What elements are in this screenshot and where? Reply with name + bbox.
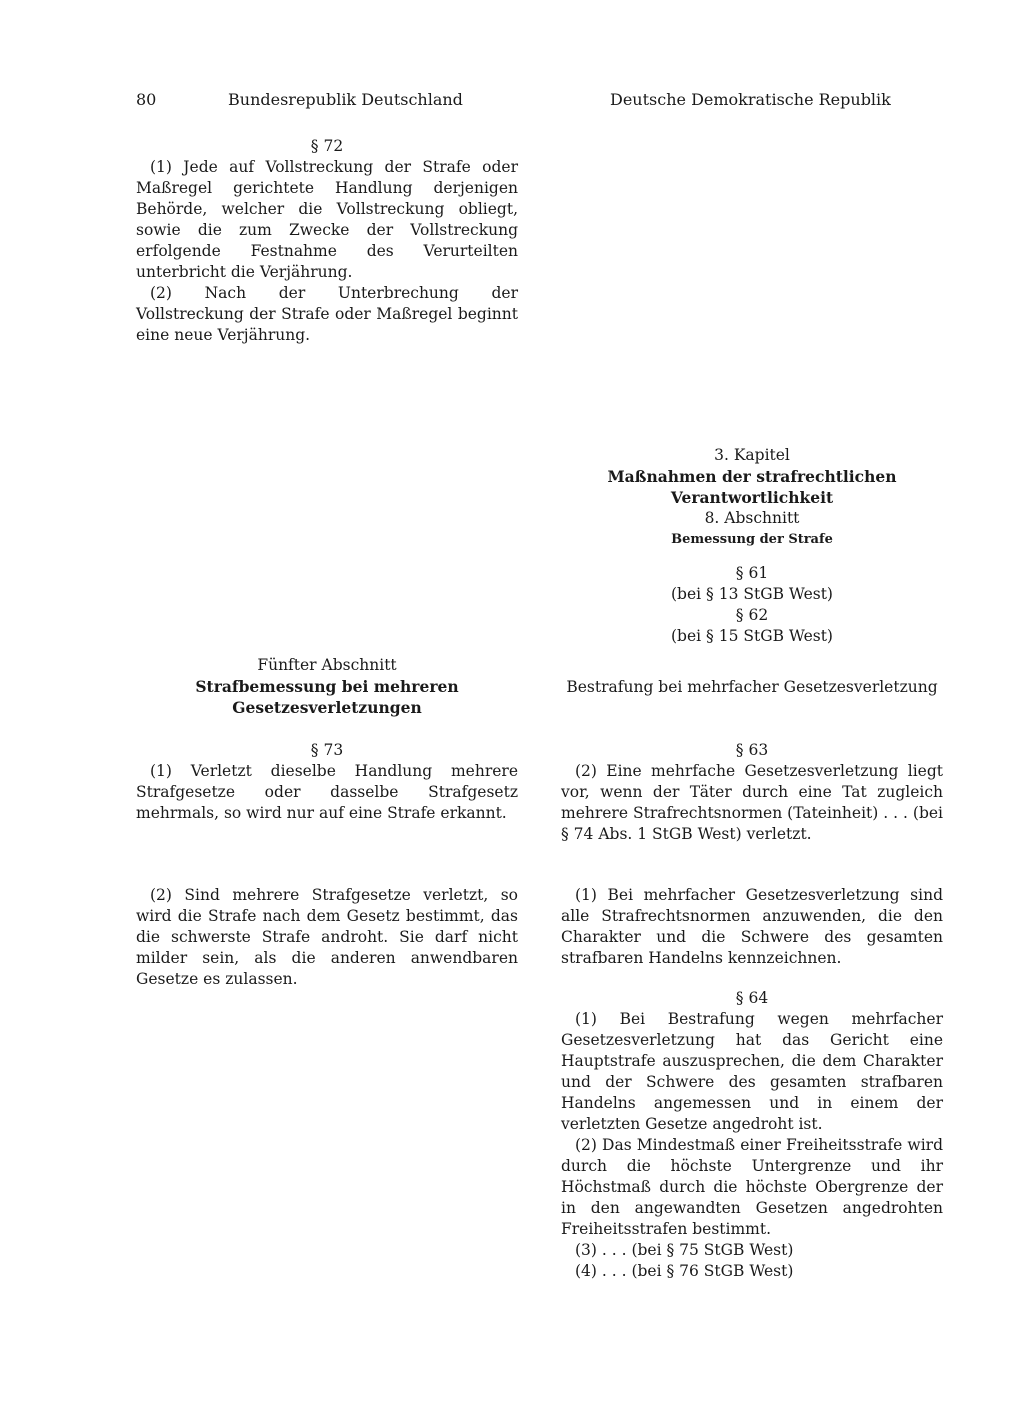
section-73-para-1: (1) Verletzt dieselbe Handlung mehrere Strafgesetze oder dasselbe Strafgesetz mehrmals, so wird nur auf eine Strafe erkannt. xyxy=(136,762,518,822)
section-63-part-1 xyxy=(561,885,943,969)
section-73-heading: § 73 xyxy=(310,741,344,759)
page-number: 80 xyxy=(136,90,157,109)
section-63-para-2: (2) Eine mehrfache Gesetzesverletzung liegt vor, wenn der Täter durch eine Tat zugleich mehrere Strafrechtsnormen (Tateinheit) . . . (bei § 74 Abs. 1 StGB West) verletzt. xyxy=(561,762,943,843)
chapter-section-title: Bemessung der Strafe xyxy=(671,532,833,547)
section-73-para-2: (2) Sind mehrere Strafgesetze verletzt, so wird die Strafe nach dem Gesetz bestimmt, das die schwerste Strafe androht. Sie darf nicht milder sein, als die anderen anwendbaren Gesetze es zulassen. xyxy=(136,886,518,988)
section-64-para-1: (1) Bei Bestrafung wegen mehrfacher Gesetzesverletzung hat das Gericht eine Hauptstrafe auszusprechen, die dem Charakter und der Schwere des gesamten strafbaren Handelns angemessen und in einem der verletzten Gesetze angedroht ist. xyxy=(561,1010,943,1133)
left-running-title: Bundesrepublik Deutschland xyxy=(228,90,463,109)
section-72-heading: § 72 xyxy=(310,137,344,155)
section-64-heading: § 64 xyxy=(735,989,769,1007)
chapter-number: 3. Kapitel xyxy=(714,446,790,464)
right-subtitle: Bestrafung bei mehrfacher Gesetzesverletzung xyxy=(566,678,938,696)
section-73 xyxy=(136,740,518,824)
chapter-title: Maßnahmen der strafrechtlichen Verantwortlichkeit xyxy=(607,467,897,507)
section-61-reference: (bei § 13 StGB West) xyxy=(671,585,833,603)
section-73-part-2 xyxy=(136,885,518,990)
section-72-para-1: (1) Jede auf Vollstreckung der Strafe oder Maßregel gerichtete Handlung derjenigen Behörde, welcher die Vollstreckung obliegt, sowie die zum Zwecke der Vollstreckung erfolgende Festnahme des Verurteilten unterbricht die Verjährung. xyxy=(136,158,518,281)
section-72 xyxy=(136,136,518,346)
section-72-para-2: (2) Nach der Unterbrechung der Vollstreckung der Strafe oder Maßregel beginnt eine neue Verjährung. xyxy=(136,284,518,344)
chapter-section: 8. Abschnitt xyxy=(704,509,800,527)
section-62-heading: § 62 xyxy=(735,606,769,624)
section-62-reference: (bei § 15 StGB West) xyxy=(671,627,833,645)
section-61-heading: § 61 xyxy=(735,564,769,582)
section-5-heading: Fünfter Abschnitt xyxy=(257,656,397,674)
right-running-title: Deutsche Demokratische Republik xyxy=(610,90,891,109)
section-5-header xyxy=(136,655,518,718)
section-64 xyxy=(561,988,943,1282)
section-63-heading: § 63 xyxy=(735,741,769,759)
chapter-header xyxy=(561,445,943,550)
section-64-para-3: (3) . . . (bei § 75 StGB West) xyxy=(575,1241,794,1259)
section-5-subheading: Strafbemessung bei mehreren Gesetzesverletzungen xyxy=(195,677,459,717)
section-64-para-4: (4) . . . (bei § 76 StGB West) xyxy=(575,1262,794,1280)
sections-61-62 xyxy=(561,563,943,647)
section-63 xyxy=(561,740,943,845)
section-63-para-1: (1) Bei mehrfacher Gesetzesverletzung sind alle Strafrechtsnormen anzuwenden, die den Charakter und die Schwere des gesamten strafbaren Handelns kennzeichnen. xyxy=(561,886,943,967)
section-64-para-2: (2) Das Mindestmaß einer Freiheitsstrafe wird durch die höchste Untergrenze und ihr Höchstmaß durch die höchste Obergrenze der in den angewandten Gesetzen angedrohten Freiheitsstrafen bestimmt. xyxy=(561,1136,943,1238)
